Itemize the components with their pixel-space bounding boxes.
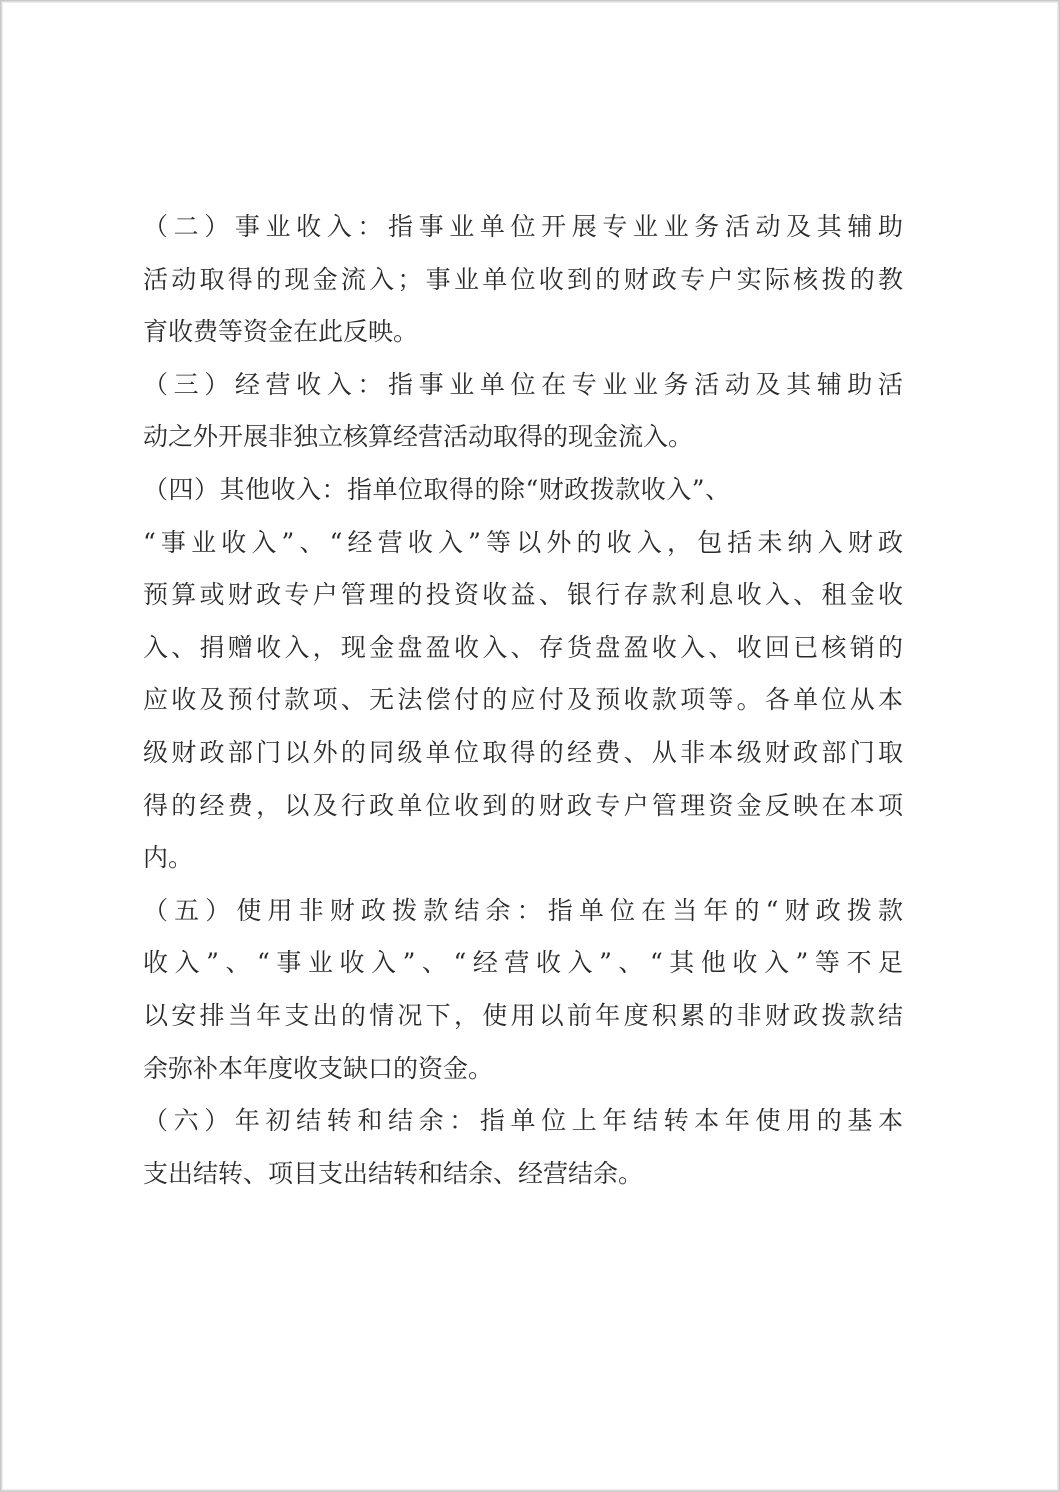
text-line: 预算或财政专户管理的投资收益、银行存款利息收入、租金收	[143, 580, 903, 610]
text-line: 育收费等资金在此反映。	[143, 317, 419, 347]
text-line: 入、捐赠收入，现金盘盈收入、存货盘盈收入、收回已核销的	[143, 632, 903, 662]
text-line: 内。	[143, 843, 194, 873]
text-line: （五）使用非财政拨款结余：指单位在当年的“财政拨款	[143, 895, 903, 925]
text-line: （二）事业收入：指事业单位开展专业业务活动及其辅助	[143, 212, 903, 241]
text-line: 得的经费，以及行政单位收到的财政专户管理资金反映在本项	[143, 790, 903, 820]
text-line: 支出结转、项目支出结转和结余、经营结余。	[143, 1158, 644, 1188]
text-line: 以安排当年支出的情况下，使用以前年度积累的非财政拨款结	[143, 1000, 903, 1030]
text-line: 动之外开展非独立核算经营活动取得的现金流入。	[143, 422, 694, 452]
paragraph-operating-income	[143, 359, 903, 464]
text-line: 级财政部门以外的同级单位取得的经费、从非本级财政部门取	[143, 737, 903, 767]
text-line: 收入”、“事业收入”、“经营收入”、“其他收入”等不足	[143, 948, 903, 978]
text-line: （四）其他收入：指单位取得的除“财政拨款收入”、	[143, 474, 731, 504]
text-line: （六）年初结转和结余：指单位上年结转本年使用的基本	[143, 1106, 903, 1136]
text-line: “事业收入”、“经营收入”等以外的收入，包括未纳入财政	[143, 527, 903, 557]
paragraph-non-fiscal-balance	[143, 885, 903, 1095]
document-body	[143, 201, 903, 1200]
text-line: 余弥补本年度收支缺口的资金。	[143, 1053, 494, 1083]
text-line: 活动取得的现金流入；事业单位收到的财政专户实际核拨的教	[143, 264, 903, 294]
paragraph-business-income	[143, 201, 903, 359]
paragraph-other-income	[143, 464, 903, 885]
text-line: 应收及预付款项、无法偿付的应付及预收款项等。各单位从本	[143, 685, 903, 715]
text-line: （三）经营收入：指事业单位在专业业务活动及其辅助活	[143, 369, 903, 399]
paragraph-opening-balance	[143, 1095, 903, 1200]
